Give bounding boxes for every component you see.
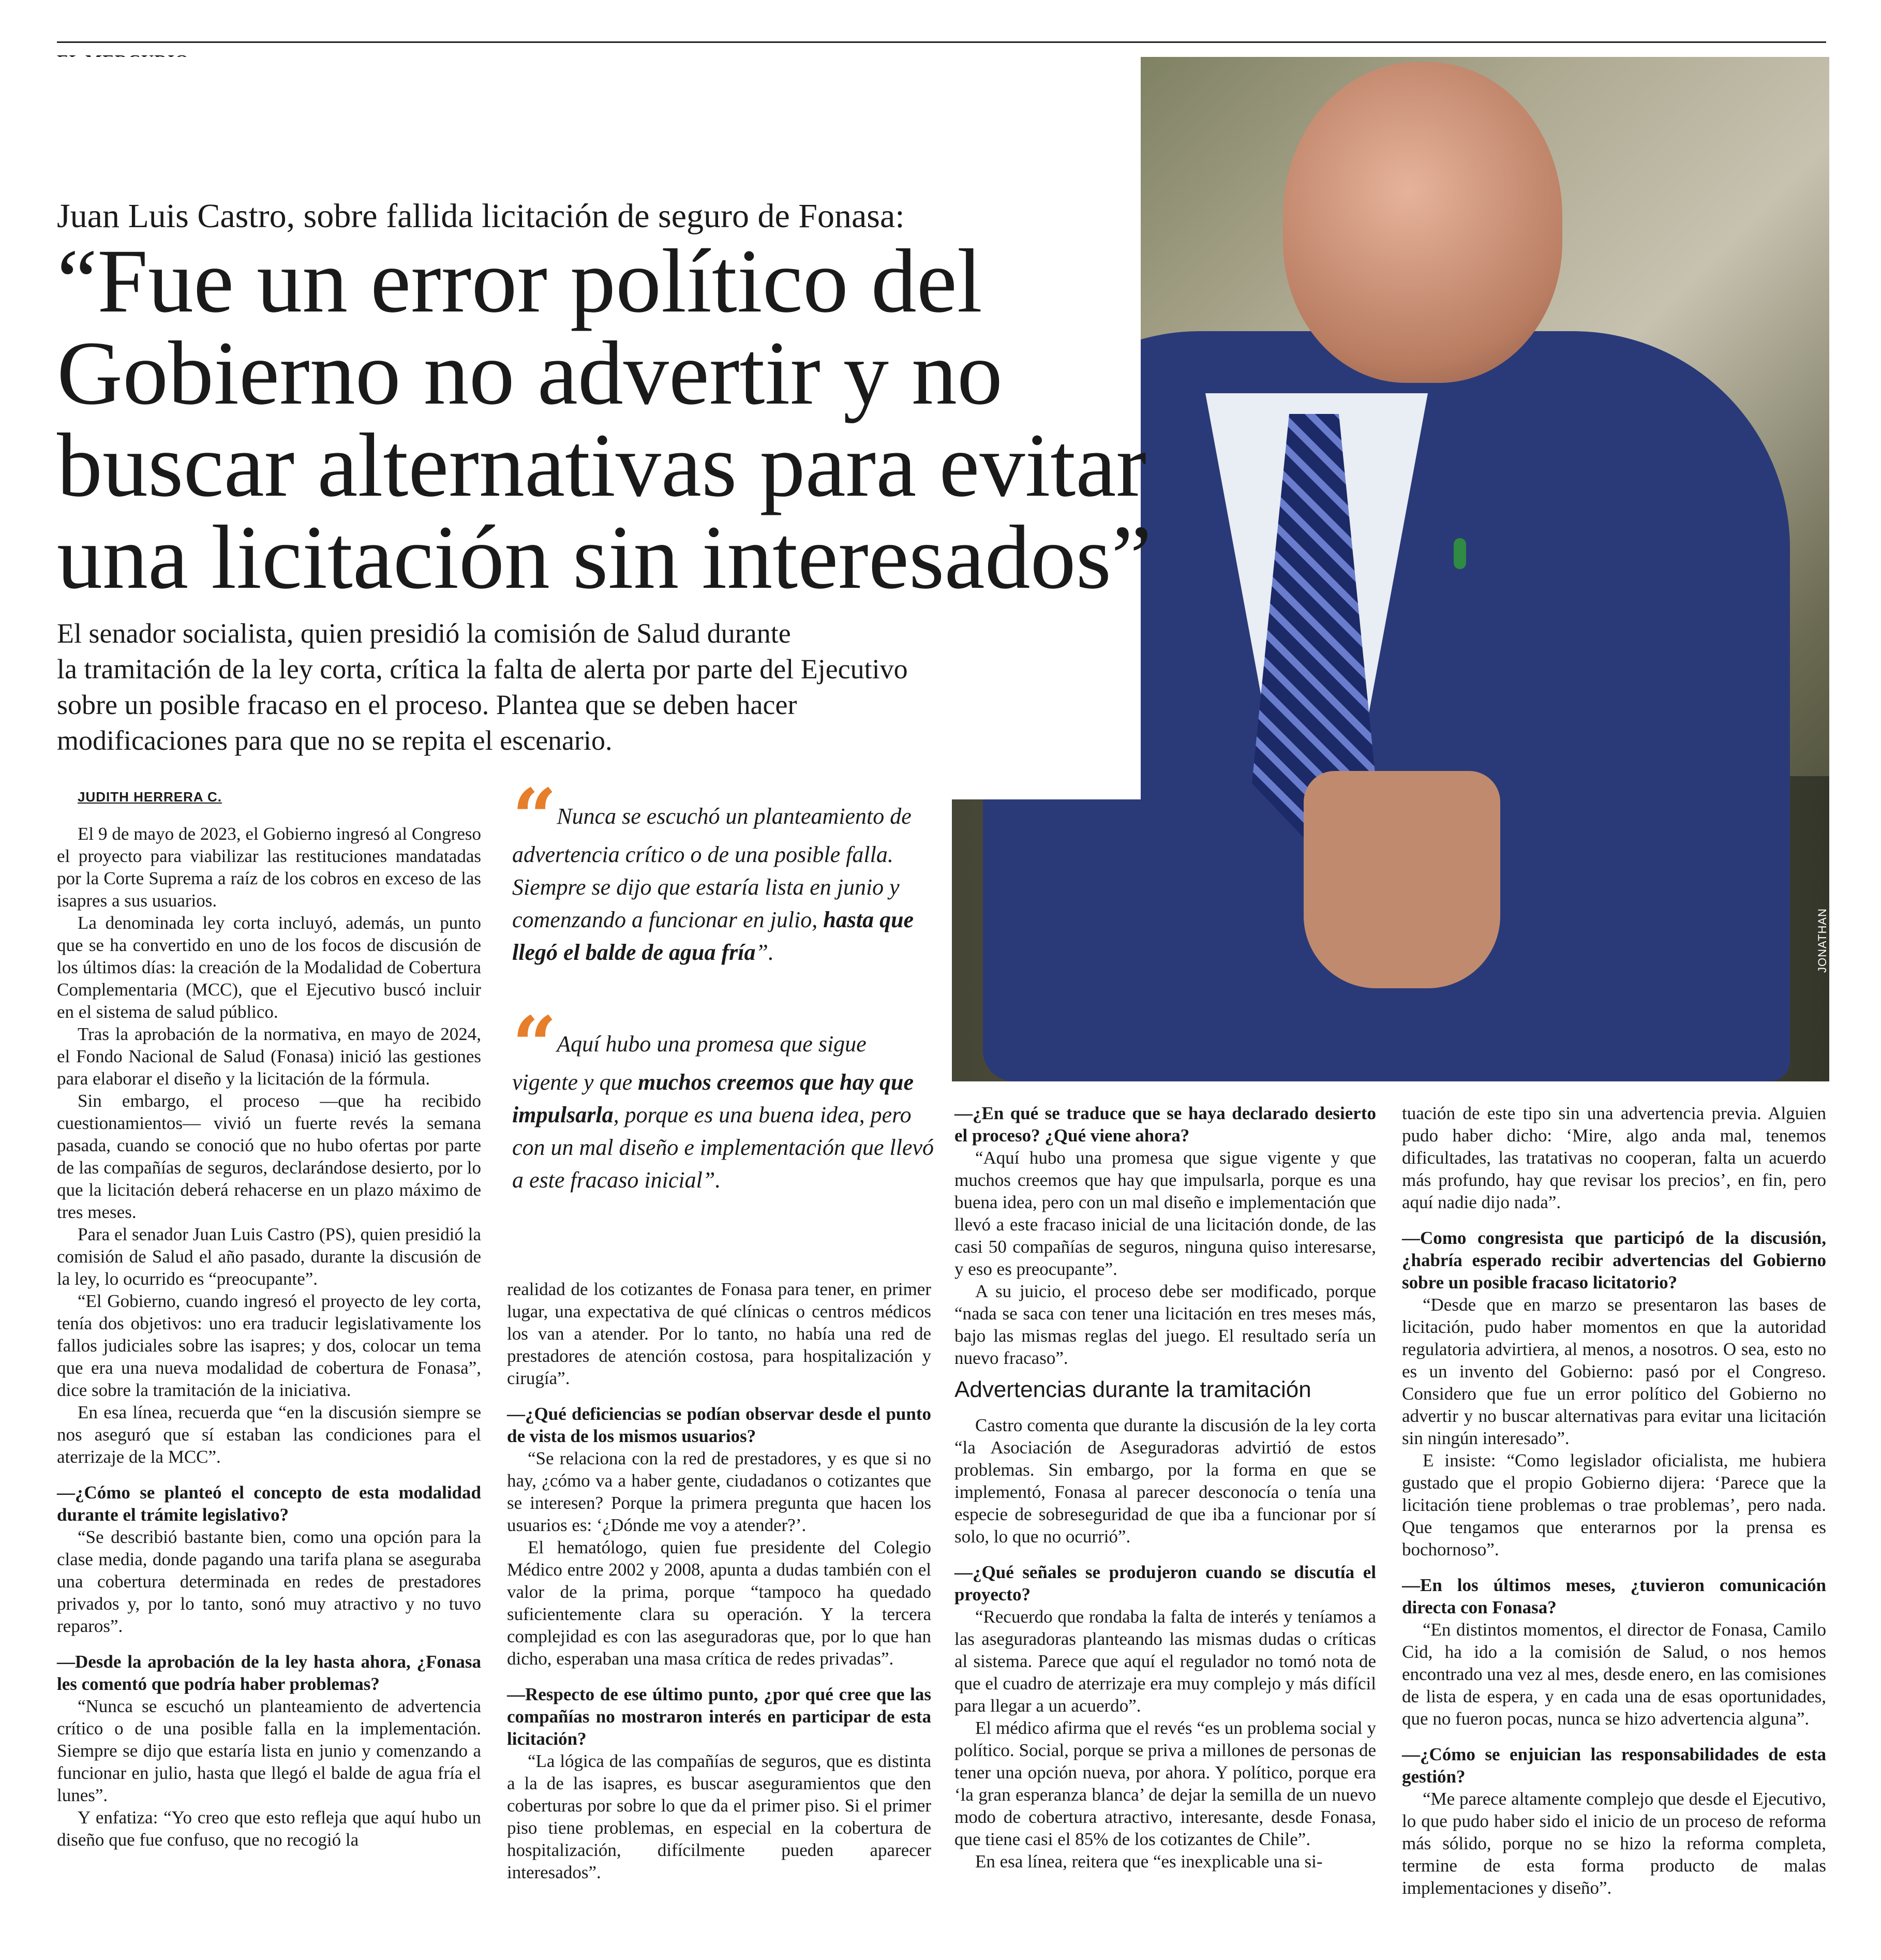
pull-quote-1 — [512, 772, 936, 969]
green-ribbon-icon — [1454, 538, 1466, 569]
interview-question: —Desde la aprobación de la ley hasta ahora, ¿Fonasa les comentó que podría haber problemas? — [57, 1652, 481, 1694]
body-paragraph: “La lógica de las compañías de seguros, que es distinta a la de las isapres, es buscar aseguramientos que den coberturas por sobre lo que da el primer piso. Si el primer piso tiene problemas, en especial en la cobertura de hospitalización, difícilmente pueden aparecer interesados”. — [507, 1751, 931, 1882]
body-paragraph: El hematólogo, quien fue presidente del Colegio Médico entre 2002 y 2008, apunta a dudas también con el valor de la prima, porque “tampoco ha quedado suficientemente clara su operación. Y la tercera complejidad es con las aseguradoras que, por lo que han dicho, esperaban una masa crítica de redes privadas”. — [507, 1537, 931, 1669]
body-paragraph: En esa línea, recuerda que “en la discusión siempre se nos aseguró que sí estaban las condiciones para el aterrizaje de la MCC”. — [57, 1402, 481, 1467]
pull-quote-bold: hasta que llegó el balde de agua fría — [512, 907, 914, 965]
headline — [57, 231, 1152, 608]
body-paragraph: E insiste: “Como legislador oficialista, me hubiera gustado que el propio Gobierno dijera: ‘Parece que la licitación tiene problemas o trae problemas’, pero nada. Que tengamos que enterarnos por la prensa es bochornoso”. — [1402, 1450, 1826, 1560]
top-rule — [57, 41, 1826, 43]
body-paragraph: “Recuerdo que rondaba la falta de interés y teníamos a las aseguradoras planteando las mismas dudas o críticas al sistema. Parece que aquí el regulador no tomó nota de que el cuadro de aterrizaje era muy complejo y más difícil para llegar a un acuerdo”. — [954, 1607, 1376, 1716]
body-paragraph: Tras la aprobación de la normativa, en mayo de 2024, el Fondo Nacional de Salud (Fonasa) inició las gestiones para elaborar el diseño y la licitación de la fórmula. — [57, 1024, 481, 1089]
pull-quote-2 — [512, 1000, 936, 1196]
interview-question: —Como congresista que participó de la discusión, ¿habría esperado recibir advertencias del Gobierno sobre un posible fracaso licitatorio? — [1402, 1228, 1826, 1293]
photo-figure-head — [1283, 62, 1562, 383]
byline: JUDITH HERRERA C. — [78, 789, 222, 805]
body-paragraph: El 9 de mayo de 2023, el Gobierno ingresó al Congreso el proyecto para viabilizar las restituciones mandatadas por la Corte Suprema a raíz de los cobros en exceso de las isapres a sus usuarios. — [57, 824, 481, 911]
dek-line: modificaciones para que no se repita el escenario. — [57, 725, 613, 756]
body-paragraph: En esa línea, reitera que “es inexplicable una si- — [975, 1851, 1323, 1872]
body-paragraph: El médico afirma que el revés “es un problema social y político. Social, porque se priva a millones de personas de tener una opción nueva, por ahora. Y político, porque era ‘la gran esperanza blanca’ de dejar la semilla de un nuevo modo de cobertura atractivo, interesante, desde Fonasa, que tiene casi el 85% de los cotizantes de Chile”. — [954, 1718, 1376, 1849]
body-paragraph: “Me parece altamente complejo que desde el Ejecutivo, lo que pudo haber sido el inicio de un proceso de reforma más sólido, porque no se hizo la reforma completa, termine de esta forma producto de malas implementaciones y diseño”. — [1402, 1789, 1826, 1898]
interview-question: —¿Qué señales se produjeron cuando se discutía el proyecto? — [954, 1562, 1376, 1605]
quote-mark-icon: “ — [512, 1000, 552, 1091]
headline-line: “Fue un error político del — [57, 231, 982, 332]
dek — [57, 616, 1092, 759]
interview-question: —Respecto de ese último punto, ¿por qué cree que las compañías no mostraron interés en participar de esta licitación? — [507, 1684, 931, 1749]
photo-credit: JONATHAN OYARZÚN — [1816, 908, 1842, 973]
body-paragraph: “Aquí hubo una promesa que sigue vigente y que muchos creemos que hay que impulsarla, porque es una buena idea, pero con un mal diseño e implementación que llevó a este fracaso inicial de una licitación donde, de las casi 50 compañías de seguros, ninguna quiso interesarse, y eso es preocupante”. — [954, 1148, 1376, 1279]
photo-figure-hand — [1304, 771, 1500, 988]
body-paragraph: La denominada ley corta incluyó, además, un punto que se ha convertido en uno de los focos de discusión de los últimos días: la creación de la Modalidad de Cobertura Complementaria (MCC), que el Ejecutivo buscó incluir en el sistema de salud público. — [57, 913, 481, 1022]
body-paragraph: Para el senador Juan Luis Castro (PS), quien presidió la comisión de Salud el año pasado, durante la discusión de la ley, lo ocurrido es “preocupante”. — [57, 1224, 481, 1289]
pull-quote-text: Aquí hubo una promesa que sigue vigente y que — [512, 1031, 867, 1095]
headline-line: Gobierno no advertir y no — [57, 323, 1003, 424]
body-column-4 — [1402, 1102, 1826, 1899]
subheading: Advertencias durante la tramitación — [954, 1377, 1311, 1402]
body-paragraph: “Nunca se escuchó un planteamiento de advertencia crítico o de una posible falla en la implementación. Siempre se dijo que estaría lista en junio y comenzando a funcionar en julio, hasta que llegó el balde de agua fría el lunes”. — [57, 1696, 481, 1805]
pull-quote-end: ”. — [755, 940, 774, 965]
headline-line: una licitación sin interesados” — [57, 507, 1152, 608]
dek-line: sobre un posible fracaso en el proceso. Plantea que se deben hacer — [57, 689, 797, 720]
body-paragraph: “En distintos momentos, el director de Fonasa, Camilo Cid, ha ido a la comisión de Salud, o nos hemos encontrado una vez al mes, desde enero, en las comisiones de lista de espera, y en cada una de esas oportunidades, que no fueron pocas, nunca se hizo advertencia alguna”. — [1402, 1620, 1826, 1729]
interview-question: —¿Cómo se enjuician las responsabilidades de esta gestión? — [1402, 1744, 1826, 1787]
pull-quote-text: Nunca se escuchó un planteamiento de advertencia crítico o de una posible falla. Siempre se dijo que estaría lista en junio y comenzando a funcionar en julio, — [512, 804, 912, 932]
body-paragraph: “Se relaciona con la red de prestadores, y es que si no hay, ¿cómo va a haber gente, ciudadanos o cotizantes que se interesen? Porque la primera pregunta que hacen los usuarios es: ‘¿Dónde me voy a atender?’. — [507, 1448, 931, 1535]
dek-line: El senador socialista, quien presidió la comisión de Salud durante — [57, 618, 791, 649]
body-paragraph: realidad de los cotizantes de Fonasa para tener, en primer lugar, una expectativa de qué clínicas o centros médicos los van a atender. Por lo tanto, no había una red de prestadores de atención costosa, para hospitalización y cirugía”. — [507, 1279, 931, 1388]
body-column-3 — [954, 1102, 1376, 1873]
body-paragraph: Castro comenta que durante la discusión de la ley corta “la Asociación de Aseguradoras advirtió de estos problemas. Sin embargo, por la forma en que se implementó, Fonasa al parecer desconocía o tenía una especie de sobreseguridad de que iba a funcionar por sí solo, lo que no ocurrió”. — [954, 1415, 1376, 1547]
body-column-2 — [507, 1278, 931, 1883]
kicker: Juan Luis Castro, sobre fallida licitación de seguro de Fonasa: — [57, 197, 905, 235]
pull-quote-bold: muchos creemos que hay que impulsarla — [512, 1070, 914, 1127]
pull-quote-end: , porque es una buena idea, pero con un mal diseño e implementación que llevó a este fracaso inicial”. — [512, 1102, 934, 1193]
body-column-1 — [57, 823, 481, 1851]
interview-question: —¿Qué deficiencias se podían observar desde el punto de vista de los mismos usuarios? — [507, 1404, 931, 1446]
body-paragraph: “Desde que en marzo se presentaron las bases de licitación, pudo haber momentos en que la autoridad regulatoria advirtiera, al menos, a nosotros. O sea, esto no es un invento del Gobierno: pasó por el Congreso. Considero que fue un error político del Gobierno no advertir y no buscar alternativas para evitar una licitación sin ningún interesado”. — [1402, 1295, 1826, 1448]
body-paragraph: tuación de este tipo sin una advertencia previa. Alguien pudo haber dicho: ‘Mire, algo anda mal, tenemos dificultades, las tratativas no cooperan, falta un acuerdo más profundo, hay que revisar los precios’, en fin, pero aquí nadie dijo nada”. — [1402, 1103, 1826, 1212]
body-paragraph: Y enfatiza: “Yo creo que esto refleja que aquí hubo un diseño que fue confuso, que no recogió la — [57, 1807, 481, 1850]
body-paragraph: “El Gobierno, cuando ingresó el proyecto de ley corta, tenía dos objetivos: uno era traducir legislativamente los fallos judiciales sobre las isapres; y dos, colocar un tema que era una nueva modalidad de cobertura de Fonasa”, dice sobre la tramitación de la iniciativa. — [57, 1291, 481, 1400]
headline-line: buscar alternativas para evitar — [57, 415, 1146, 516]
body-paragraph: Sin embargo, el proceso —que ha recibido cuestionamientos— vivió un fuerte revés la semana pasada, cuando se conoció que no hubo ofertas por parte de las compañías de seguros, declarándose desierto, por lo que la licitación deberá rehacerse en un plazo máximo de tres meses. — [57, 1091, 481, 1222]
interview-question: —En los últimos meses, ¿tuvieron comunicación directa con Fonasa? — [1402, 1575, 1826, 1617]
body-paragraph: “Se describió bastante bien, como una opción para la clase media, donde pagando una tarifa plana se aseguraba una cobertura determinada en redes de prestadores privados y, por lo tanto, sonó muy atractivo y no tuvo reparos”. — [57, 1527, 481, 1636]
quote-mark-icon: “ — [512, 772, 552, 863]
interview-question: —¿Cómo se planteó el concepto de esta modalidad durante el trámite legislativo? — [57, 1482, 481, 1525]
body-paragraph: A su juicio, el proceso debe ser modificado, porque “nada se saca con tener una licitación en tres meses más, bajo las mismas reglas del juego. El resultado sería un nuevo fracaso”. — [954, 1281, 1376, 1368]
dek-line: la tramitación de la ley corta, crítica la falta de alerta por parte del Ejecutivo — [57, 654, 908, 685]
interview-question: —¿En qué se traduce que se haya declarado desierto el proceso? ¿Qué viene ahora? — [954, 1103, 1376, 1146]
